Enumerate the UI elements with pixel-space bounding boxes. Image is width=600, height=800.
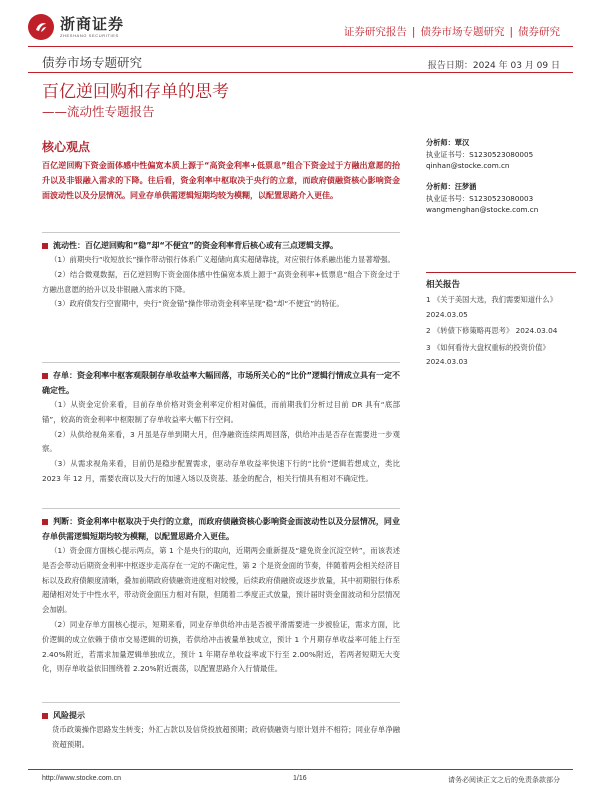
related-report-item[interactable]: 1 《关于美国大选，我们需要知道什么》 2024.03.05 (426, 295, 558, 319)
section-divider (42, 232, 400, 233)
paragraph: （2）同业存单方面核心提示，短期来看，同业存单供给冲击是否被平滑需要进一步被验证，需求方面，比价逻辑的成立依赖于债市交易逻辑的切换，若供给冲击被量单独成立，预计 1 个月期存单收益率可能上行至 2.40%附近，若需求加量逻辑单独成立，预计 1 年期存单收益率或下行至 2.00%附近，若两者短期无大变化，则存单收益依旧围绕着 2.20%附近震荡，以配置思路介入行情最佳。 (42, 619, 400, 674)
analyst-name: 汪梦涵 (454, 182, 477, 191)
company-logo (28, 14, 124, 40)
core-view-body: 百亿逆回购下资金面体感中性偏宽本质上源于“高资金利率+低票息”组合下资金过于方融出意愿的抬升以及非银融入需求的下降。往后看，资金利率中枢取决于央行的立意，而政府债融资核心影响资金面波动性以及分层情况。同业存单供需逻辑短期均较为模糊，以配置思路介入更佳。 (42, 161, 400, 200)
page-header (0, 0, 600, 50)
section-divider (42, 702, 400, 703)
footer-disclaimer: 请务必阅读正文之后的免责条款部分 (448, 776, 560, 784)
section-lead: 流动性：百亿逆回购和“稳”却“不便宜”的资金利率背后核心或有三点逻辑支撑。 (53, 241, 339, 250)
report-date: 报告日期：2024 年 03 月 09 日 (427, 61, 560, 71)
analyst-cert: 执业证书号：S1230523080005 (426, 149, 534, 159)
analyst-block-1: 分析师：覃汉 执业证书号：S1230523080005 qinhan@stocke.com.cn (426, 137, 576, 172)
section-label: 债券市场专题研究 (42, 55, 143, 70)
paragraph: （3）从需求视角来看，目前仍是稳步配置需求，驱动存单收益率快速下行的“比价”逻辑若想成立，类比 2023 年 12 月，需要农商以及大行的加速入场以及资基、基金的配合，相关行情具有相对不确定性。 (42, 459, 400, 483)
bullet-square-icon (42, 519, 48, 525)
nav-item-bond-research: 债券研究 (518, 26, 560, 38)
logo-mark-icon (28, 14, 54, 40)
section-judgment (42, 514, 400, 677)
logo-name-en: ZHESHANG SECURITIES (60, 32, 119, 38)
related-reports-heading: 相关报告 (426, 280, 461, 290)
paragraph: （1）从资金定价来看，目前存单价格对资金利率定价相对偏低，而前期我们分析过目前 DR 具有“底部锚”，较高的资金利率中枢限制了存单收益率大幅下行空间。 (42, 400, 400, 424)
risk-heading: 风险提示 (53, 711, 85, 720)
paragraph: （2）从供给视角来看，3 月虽是存单到期大月，但净融资连续两周回落，供给冲击是否存在需要进一步观察。 (42, 429, 400, 454)
bullet-square-icon (42, 243, 48, 249)
nav-item-report: 证券研究报告 (343, 26, 407, 38)
analyst-cert: 执业证书号：S1230523080003 (426, 193, 534, 203)
paragraph: （2）结合微观数据，百亿逆回购下资金面体感中性偏宽本质上源于“高资金利率+低票息”组合下资金过于方融出意愿的抬升以及非银融入需求的下降。 (42, 269, 400, 294)
footer-website[interactable]: http://www.stocke.com.cn (42, 775, 121, 782)
header-divider (28, 46, 573, 47)
paragraph: （1）资金面方面核心提示两点，第 1 个是央行的取向，近期两会重新提及“避免资金沉淀空转”，而该表述是否会带动后期资金利率中枢逐步走高存在一定的不确定性，第 2 个是资金面的节奏，伴随着两会相关经济目标以及政府债额度清晰，叠加前期政府债融资进度相对较慢，后续政府债融资或逐步放量，其中初期银行体系超储相对处于中性水平，带动资金面压力相对有限，但随着二季度正式放量，预计届时资金面波动和分层情况会加剧。 (42, 546, 400, 615)
report-title: 百亿逆回购和存单的思考 (42, 82, 229, 102)
related-report-item[interactable]: 3 《如何看待大盘权重标的投资价值》 2024.03.03 (426, 342, 550, 366)
analyst-block-2: 分析师：汪梦涵 执业证书号：S1230523080003 wangmenghan@stocke.com.cn (426, 181, 576, 216)
subheader-divider (28, 72, 573, 73)
nav-item-bond-topic: 债券市场专题研究 (420, 26, 505, 38)
section-lead: 判断：资金利率中枢取决于央行的立意，而政府债融资核心影响资金面波动性以及分层情况，同业存单供需逻辑短期均较为模糊，以配置思路介入更佳。 (42, 517, 400, 541)
footer-divider (28, 769, 573, 770)
risk-body: 货币政策操作思路发生转变；外汇占款以及信贷投放超预期；政府债融资与原计划并不相符；同业存单净融资超预期。 (52, 725, 400, 749)
section-liquidity (42, 238, 400, 312)
paragraph: （1）前期央行“收短放长”操作带动银行体系广义超储向真实超储靠拢，对应银行体系融出能力显著增强。 (50, 255, 395, 264)
section-lead: 存单：资金利率中枢客观限制存单收益率大幅回落，市场所关心的“比价”逻辑行情成立具有一定不确定性。 (42, 371, 400, 395)
related-reports-list (426, 293, 576, 372)
bullet-square-icon (42, 713, 48, 719)
sidebar-divider (426, 272, 576, 273)
section-divider (42, 508, 400, 509)
core-view-heading: 核心观点 (42, 140, 91, 154)
report-category-nav: 证券研究报告 | 债券市场专题研究 | 债券研究 (343, 26, 560, 38)
logo-name-cn: 浙商证券 (60, 14, 125, 33)
report-subtitle: ——流动性专题报告 (42, 104, 155, 119)
analyst-name: 覃汉 (454, 138, 470, 147)
paragraph: （3）政府债发行空窗期中，央行“资金锚”操作带动资金利率呈现“稳”却“不便宜”的特征。 (50, 299, 344, 309)
page-number: 1/16 (293, 775, 307, 782)
related-report-item[interactable]: 2 《转债下修策略再思考》 2024.03.04 (426, 326, 558, 335)
analyst-email[interactable]: qinhan@stocke.com.cn (426, 161, 510, 170)
analyst-email[interactable]: wangmenghan@stocke.com.cn (426, 205, 539, 214)
bullet-square-icon (42, 373, 48, 379)
section-risk (42, 708, 400, 752)
section-cd (42, 368, 400, 487)
section-divider (42, 362, 400, 363)
